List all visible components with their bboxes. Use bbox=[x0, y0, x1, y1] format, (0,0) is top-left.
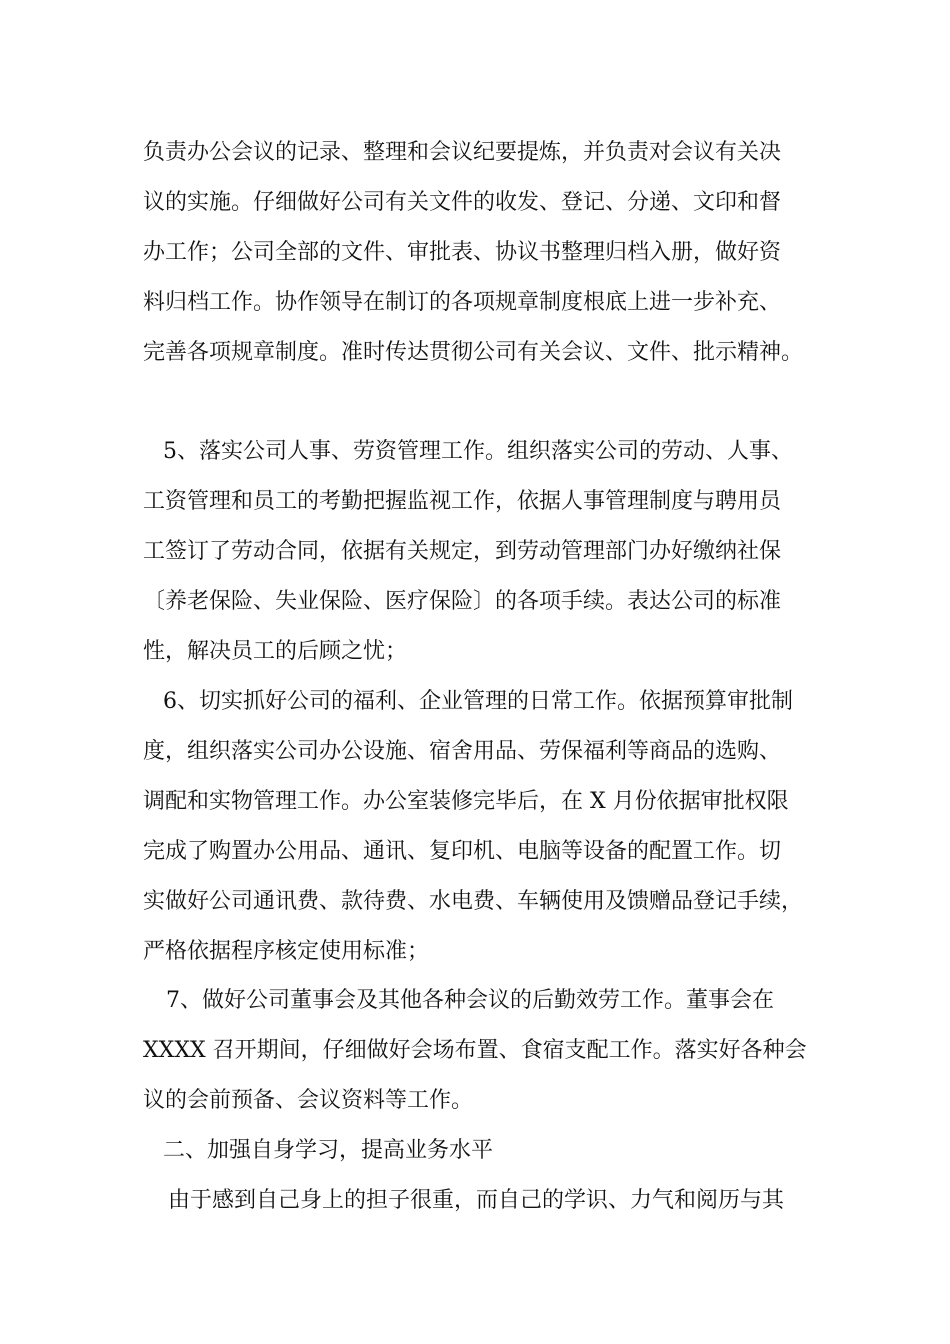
text-line: 实做好公司通讯费、款待费、水电费、车辆使用及馈赠品登记手续， bbox=[143, 889, 804, 914]
text-line: 性，解决员工的后顾之忧； bbox=[143, 639, 408, 664]
text-line: 度，组织落实公司办公设施、宿舍用品、劳保福利等商品的选购、 bbox=[143, 739, 782, 764]
text-line: 料归档工作。协作领导在制订的各项规章制度根底上进一步补充、 bbox=[143, 290, 782, 315]
text-line: 议的实施。仔细做好公司有关文件的收发、登记、分递、文印和督 bbox=[143, 190, 782, 215]
paragraph-7-start: 7、做好公司董事会及其他各种会议的后勤效劳工作。董事会在 bbox=[166, 988, 774, 1013]
text-line: 〔养老保险、失业保险、医疗保险〕的各项手续。表达公司的标准 bbox=[143, 589, 782, 614]
section-heading: 二、加强自身学习，提高业务水平 bbox=[163, 1138, 494, 1163]
text-line: 完成了购置办公用品、通讯、复印机、电脑等设备的配置工作。切 bbox=[143, 839, 782, 864]
text-line: 议的会前预备、会议资料等工作。 bbox=[143, 1088, 474, 1113]
paragraph-start: 由于感到自己身上的担子很重，而自己的学识、力气和阅历与其 bbox=[168, 1188, 785, 1213]
paragraph-5-start: 5、落实公司人事、劳资管理工作。组织落实公司的劳动、人事、 bbox=[163, 439, 793, 464]
text-line: 办工作；公司全部的文件、审批表、协议书整理归档入册，做好资 bbox=[143, 240, 782, 265]
text-line: 负责办公会议的记录、整理和会议纪要提炼，并负责对会议有关决 bbox=[143, 140, 782, 165]
text-line: 严格依据程序核定使用标准； bbox=[143, 939, 430, 964]
text-line: 完善各项规章制度。准时传达贯彻公司有关会议、文件、批示精神。 bbox=[143, 340, 804, 365]
text-line: 工签订了劳动合同，依据有关规定，到劳动管理部门办好缴纳社保 bbox=[143, 539, 782, 564]
text-line: XXXX 召开期间，仔细做好会场布置、食宿支配工作。落实好各种会 bbox=[143, 1038, 807, 1063]
paragraph-6-start: 6、切实抓好公司的福利、企业管理的日常工作。依据预算审批制 bbox=[163, 689, 793, 714]
text-line: 调配和实物管理工作。办公室装修完毕后，在 X 月份依据审批权限 bbox=[143, 789, 789, 814]
text-line: 工资管理和员工的考勤把握监视工作，依据人事管理制度与聘用员 bbox=[143, 489, 782, 514]
